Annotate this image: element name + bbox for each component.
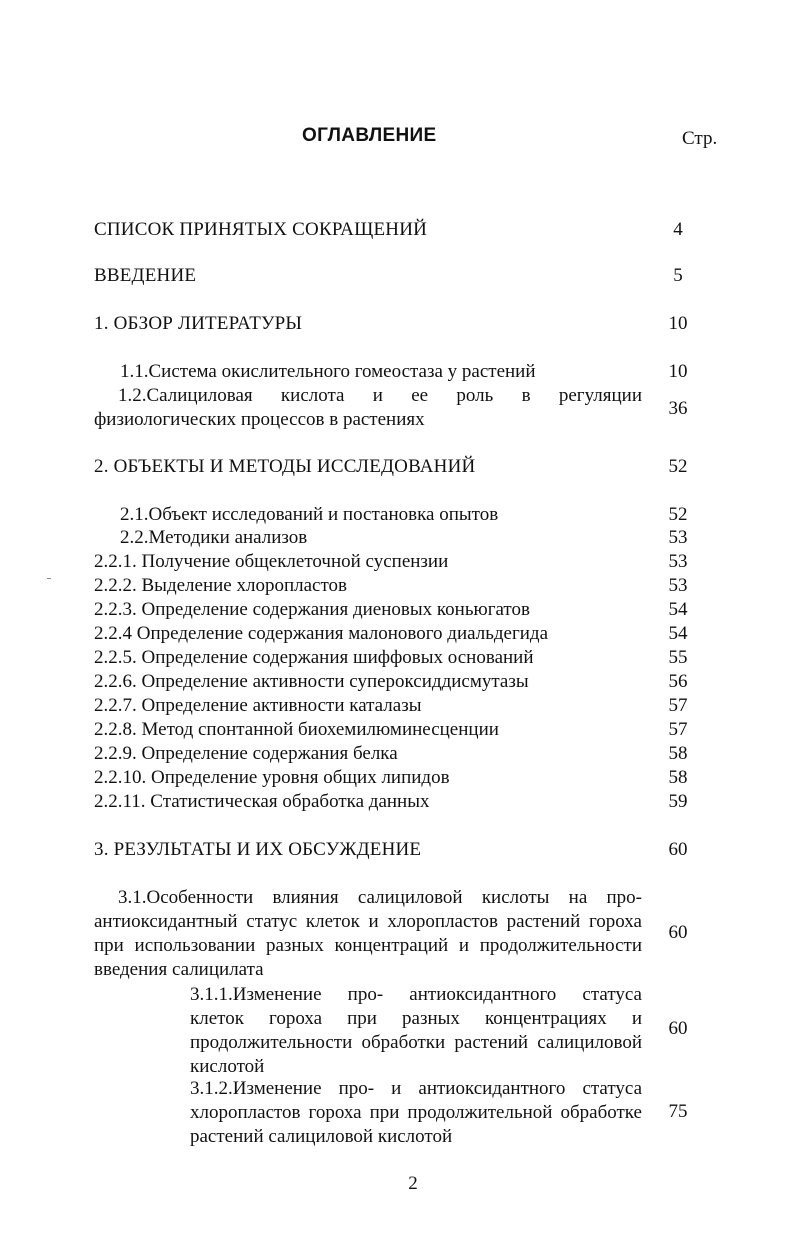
toc-s2-2-5-page: 55 bbox=[668, 647, 688, 668]
toc-intro-title: ВВЕДЕНИЕ bbox=[94, 265, 197, 286]
scan-speck bbox=[47, 578, 51, 579]
toc-s2-1-title: 2.1.Объект исследований и постановка опытов bbox=[120, 504, 499, 525]
toc-s2-2-3-title: 2.2.3. Определение содержания диеновых коньюгатов bbox=[94, 599, 530, 620]
toc-abbrev-title: СПИСОК ПРИНЯТЫХ СОКРАЩЕНИЙ bbox=[94, 219, 428, 240]
toc-s3-1-2-line1: 3.1.2.Изменение про- и антиоксидантного статуса bbox=[190, 1078, 642, 1099]
toc-s3-1-1-line2: клеток гороха при разных концентрациях и bbox=[190, 1008, 642, 1029]
toc-s2-2-10-title: 2.2.10. Определение уровня общих липидов bbox=[94, 767, 450, 788]
toc-s2-2-title: 2.2.Методики анализов bbox=[120, 527, 308, 548]
toc-s2-2-8-page: 57 bbox=[668, 719, 688, 740]
toc-s1-1-title: 1.1.Система окислительного гомеостаза у растений bbox=[120, 361, 536, 382]
toc-ch1-title: 1. ОБЗОР ЛИТЕРАТУРЫ bbox=[94, 313, 303, 334]
toc-s3-1-1-line3: продолжительности обработки растений салициловой bbox=[190, 1032, 642, 1053]
toc-s2-2-page: 53 bbox=[668, 527, 688, 548]
toc-s3-1-line3: при использовании разных концентраций и продолжительности bbox=[94, 935, 642, 956]
toc-s3-1-page: 60 bbox=[668, 922, 688, 943]
toc-s2-2-11-title: 2.2.11. Статистическая обработка данных bbox=[94, 791, 430, 812]
toc-ch3-title: 3. РЕЗУЛЬТАТЫ И ИХ ОБСУЖДЕНИЕ bbox=[94, 839, 422, 860]
toc-abbrev-page: 4 bbox=[673, 219, 683, 240]
toc-s3-1-1-line4: кислотой bbox=[190, 1056, 265, 1077]
toc-ch3-page: 60 bbox=[668, 839, 688, 860]
toc-ch2-page: 52 bbox=[668, 456, 688, 477]
toc-s2-2-8-title: 2.2.8. Метод спонтанной биохемилюминесценции bbox=[94, 719, 499, 740]
toc-s1-2-line2: физиологических процессов в растениях bbox=[94, 409, 425, 430]
toc-s3-1-line4: введения салицилата bbox=[94, 959, 264, 980]
toc-s2-1-page: 52 bbox=[668, 504, 688, 525]
toc-s2-2-1-page: 53 bbox=[668, 551, 688, 572]
toc-s2-2-9-title: 2.2.9. Определение содержания белка bbox=[94, 743, 398, 764]
toc-s2-2-7-page: 57 bbox=[668, 695, 688, 716]
toc-s2-2-2-title: 2.2.2. Выделение хлоропластов bbox=[94, 575, 347, 596]
page-title: ОГЛАВЛЕНИЕ bbox=[302, 125, 437, 146]
toc-s2-2-1-title: 2.2.1. Получение общеклеточной суспензии bbox=[94, 551, 449, 572]
toc-s2-2-10-page: 58 bbox=[668, 767, 688, 788]
toc-intro-page: 5 bbox=[673, 265, 683, 286]
toc-s1-2-page: 36 bbox=[668, 398, 688, 419]
toc-s3-1-2-page: 75 bbox=[668, 1101, 688, 1122]
toc-s3-1-1-line1: 3.1.1.Изменение про- антиоксидантного статуса bbox=[190, 984, 642, 1005]
toc-s2-2-3-page: 54 bbox=[668, 599, 688, 620]
toc-s2-2-2-page: 53 bbox=[668, 575, 688, 596]
toc-s3-1-2-line3: растений салициловой кислотой bbox=[190, 1126, 453, 1147]
toc-s3-1-line2: антиоксидантный статус клеток и хлоропластов растений гороха bbox=[94, 911, 642, 932]
toc-s2-2-11-page: 59 bbox=[668, 791, 688, 812]
toc-s3-1-1-page: 60 bbox=[668, 1018, 688, 1039]
toc-s3-1-1-title bbox=[190, 983, 642, 1079]
page-number: 2 bbox=[408, 1173, 418, 1194]
toc-s2-2-6-title: 2.2.6. Определение активности супероксиддисмутазы bbox=[94, 671, 529, 692]
toc-s2-2-4-title: 2.2.4 Определение содержания малонового диальдегида bbox=[94, 623, 549, 644]
toc-s3-1-title bbox=[94, 886, 642, 982]
toc-s2-2-4-page: 54 bbox=[668, 623, 688, 644]
toc-s3-1-line1: 3.1.Особенности влияния салициловой кислоты на про- bbox=[118, 887, 642, 908]
toc-s1-2-title bbox=[94, 384, 642, 432]
toc-s3-1-2-line2: хлоропластов гороха при продолжительной обработке bbox=[190, 1102, 642, 1123]
toc-s2-2-5-title: 2.2.5. Определение содержания шиффовых оснований bbox=[94, 647, 534, 668]
toc-s1-2-line1: 1.2.Салициловая кислота и ее роль в регуляции bbox=[118, 385, 642, 406]
toc-s2-2-7-title: 2.2.7. Определение активности каталазы bbox=[94, 695, 422, 716]
toc-s2-2-9-page: 58 bbox=[668, 743, 688, 764]
toc-s1-1-page: 10 bbox=[668, 361, 688, 382]
toc-s3-1-2-title bbox=[190, 1077, 642, 1149]
toc-s2-2-6-page: 56 bbox=[668, 671, 688, 692]
page-column-label: Стр. bbox=[682, 128, 718, 149]
toc-ch2-title: 2. ОБЪЕКТЫ И МЕТОДЫ ИССЛЕДОВАНИЙ bbox=[94, 456, 476, 477]
toc-ch1-page: 10 bbox=[668, 313, 688, 334]
